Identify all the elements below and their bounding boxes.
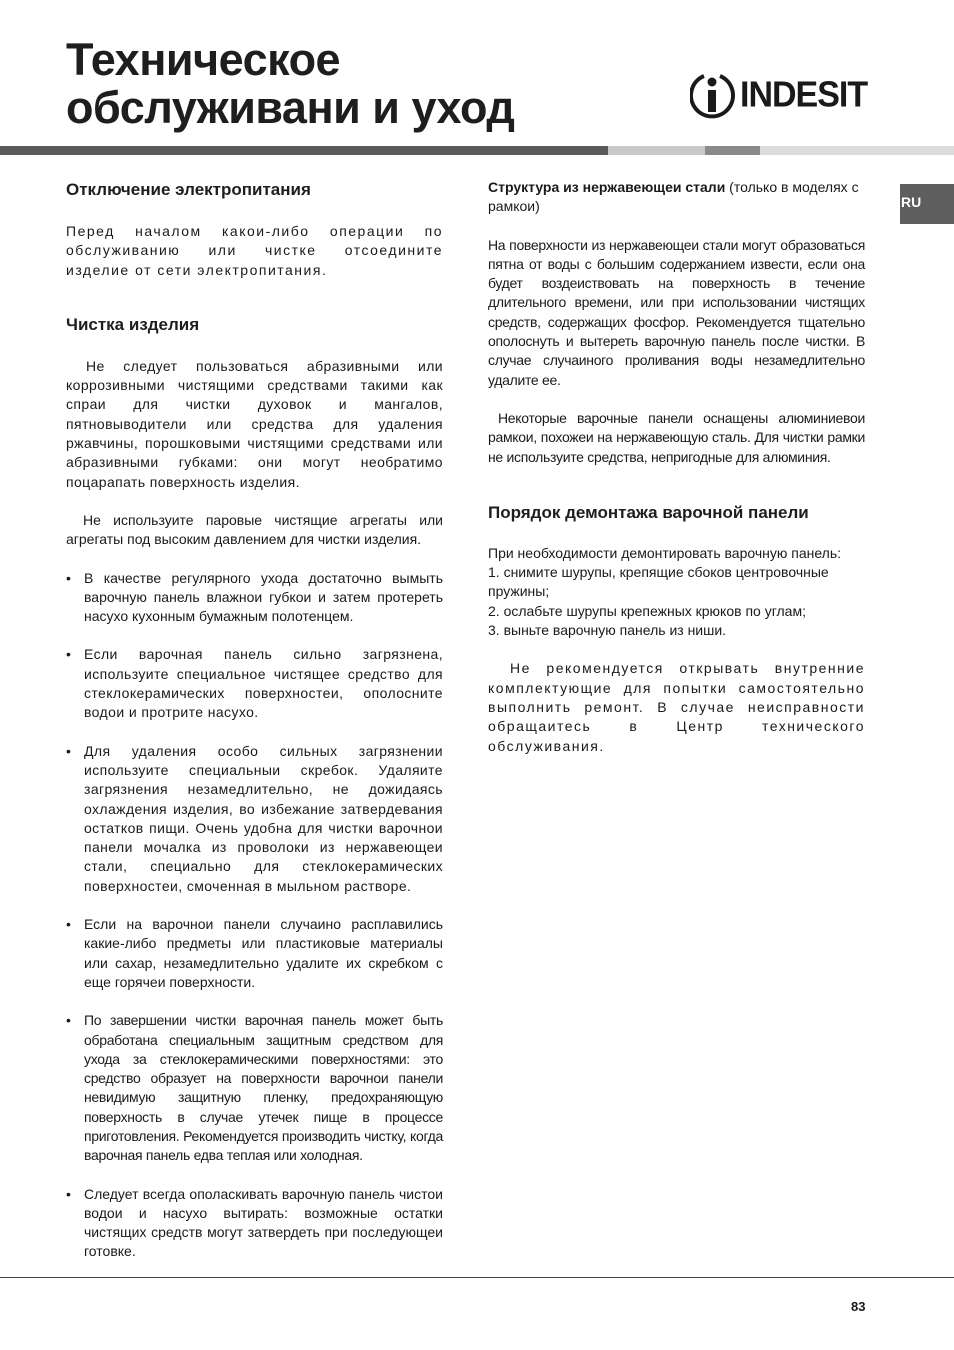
section-heading-cleaning: Чистка изделия [66, 314, 200, 334]
brand-name: INDESIT [740, 74, 868, 115]
steel-heading-line [488, 178, 865, 217]
cleaning-paragraph-1: Не следует пользоваться абразивными или коррозивными чистящими средствами такими как спраи для чистки духовок и мангалов, пятновыводители или средства для удаления ржавчины, порошковыми чистящими средствами или абразивными губками: они могут необратимо поцарапать поверхность изделия. [66, 357, 443, 490]
header-rule-pale [760, 146, 954, 155]
list-item: • В качестве регулярного ухода достаточно вымыть варочную панель влажнои губкои и затем протереть насухо кухонным бумажным полотенцем. [66, 569, 443, 627]
list-item: 2. ослабьте шурупы крепежных крюков по углам; [488, 602, 806, 619]
brand-logo [690, 70, 867, 120]
list-item: 1. снимите шурупы, крепящие сбоков центровочные пружины; [488, 564, 829, 600]
section-heading-disassembly: Порядок демонтажа варочной панели [488, 502, 809, 522]
title-line-1: Техническое [66, 34, 341, 85]
repair-warning: Не рекомендуется открывать внутренние комплектующие для попытки самостоятельно выполнить ремонт. В случае неисправности обращаитесь в Центр технического обслуживания. [488, 660, 865, 754]
footer-rule [0, 1277, 954, 1278]
steel-note: (только в моделях с рамкои) [488, 179, 859, 215]
header-rule-dark [0, 146, 608, 155]
page-number: 83 [851, 1299, 866, 1314]
language-tab: RU [900, 184, 954, 224]
list-item: • Если на варочнои панели случаино расплавились какие-либо предметы или пластиковые материалы или сахар, незамедлительно удалите их скребком с еще горячеи поверхности. [66, 915, 443, 992]
left-column [66, 178, 443, 1262]
cleaning-bullet-list [66, 569, 443, 1262]
list-item: • По завершении чистки варочная панель может быть обработана специальным защитным средством для ухода за стеклокерамическими поверхностями: это средство образует на поверхности варочнои панели невидимую защитную пленку, предохраняющую поверхность в случае утечек пище в процессе приготовления. Рекомендуется производить чистку, когда варочная панель едва теплая или холодная. [66, 1011, 443, 1165]
indesit-i-logo-icon [690, 70, 736, 120]
list-item: 3. выньте варочную панель из ниши. [488, 622, 727, 639]
steel-paragraph-2: Некоторые варочные панели оснащены алюминиевои рамкои, похожеи на нержавеющую сталь. Для чистки рамки не используите средства, непригодные для алюминия. [488, 409, 865, 465]
disassembly-steps [488, 563, 865, 640]
header-rule-mid [705, 146, 760, 155]
right-column [488, 178, 865, 756]
list-item: • Для удаления особо сильных загрязнении используите специальныи скребок. Удаляите загрязнения незамедлительно, не дожидаясь охлаждения изделия, во избежание затвердевания остатков пищи. Очень удобна для чистки варочнои панели мочалка из проволоки из нержавеющеи стали, специально для стеклокерамических поверхностеи, смоченная в мыльном растворе. [66, 742, 443, 896]
list-item: • Если варочная панель сильно загрязнена, используите специальное чистящее средство для стеклокерамических поверхностеи, ополосните водои и протрите насухо. [66, 645, 443, 722]
disassembly-intro: При необходимости демонтировать варочную панель: [488, 544, 842, 561]
header-rule-light [608, 146, 705, 155]
list-item: • Следует всегда ополаскивать варочную панель чистои водои и насухо вытирать: возможные остатки чистящих средств могут затвердеть при последующеи готовке. [66, 1185, 443, 1262]
power-off-text: Перед началом какои-либо операции по обслуживанию или чистке отсоедините изделие от сети электропитания. [66, 223, 443, 278]
steel-paragraph-1: На поверхности из нержавеющеи стали могут образоваться пятна от воды с большим содержанием извести, если она будет воздеиствовать на поверхность в течение длительного времени, или при использовании чистящих средств, содержащих фосфор. Рекомендуется тщательно ополоснуть и вытереть варочную панель после чистки. В случае случаиного проливания воды незамедлительно удалите ее. [488, 236, 865, 388]
steel-heading: Структура из нержавеющеи стали [488, 179, 726, 195]
cleaning-paragraph-2: Не используите паровые чистящие агрегаты или агрегаты под высоким давлением для чистки изделия. [66, 511, 443, 548]
page-title [66, 36, 514, 132]
title-line-2: обслуживани и уход [66, 82, 515, 133]
section-heading-power-off: Отключение электропитания [66, 180, 311, 199]
